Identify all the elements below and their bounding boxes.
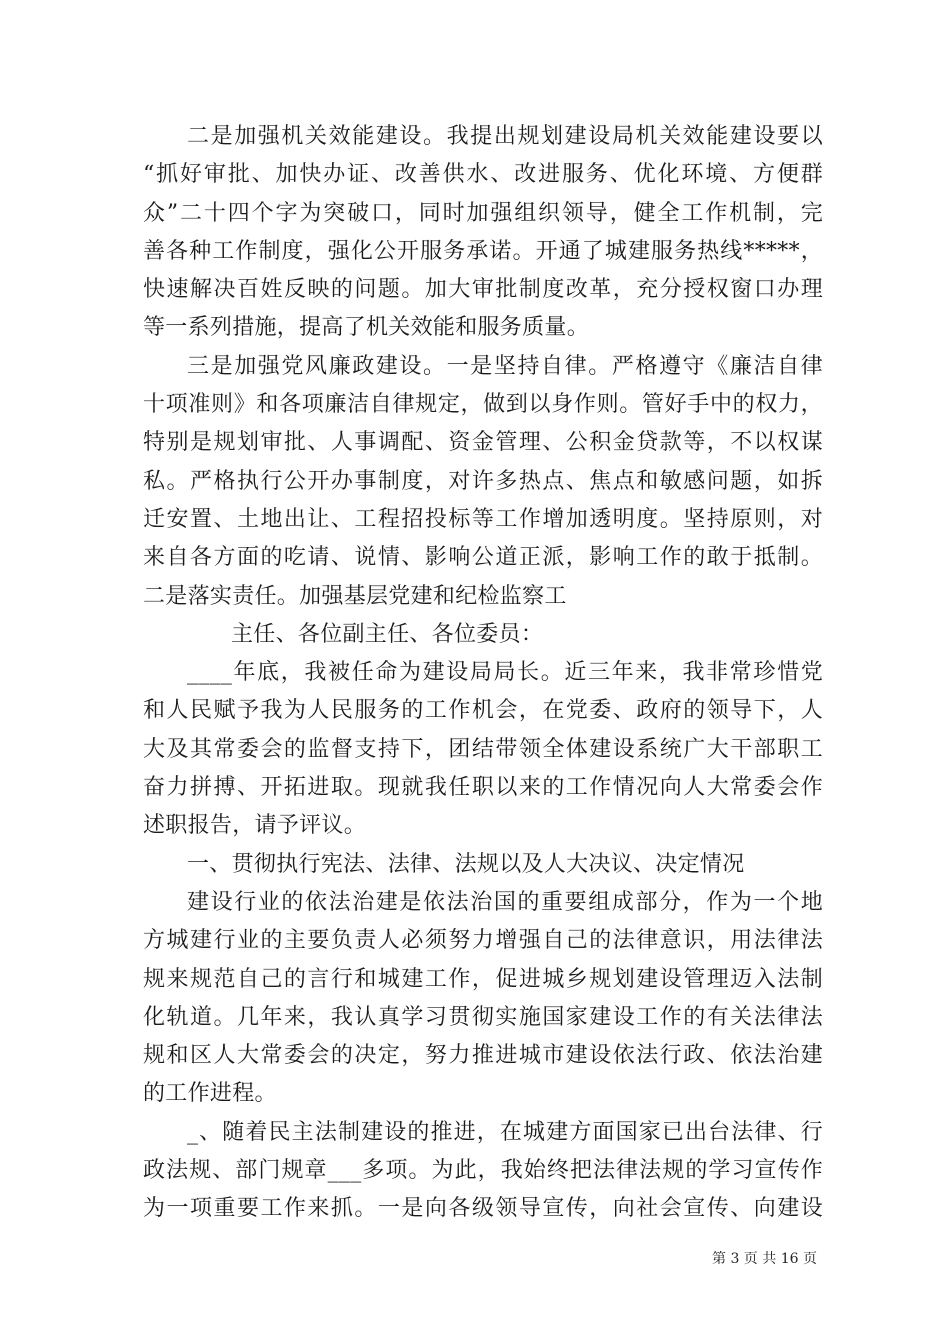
- text-line: 迁安置、土地出让、工程招投标等工作增加透明度。坚持原则，对: [143, 506, 823, 532]
- text-line: 主任、各位副主任、各位委员：: [231, 621, 544, 647]
- text-line: 奋力拼搏、开拓进取。现就我任职以来的工作情况向人大常委会作: [143, 775, 823, 801]
- text-line: 规来规范自己的言行和城建工作，促进城乡规划建设管理迈入法制: [143, 966, 823, 992]
- text-line: 建设行业的依法治建是依法治国的重要组成部分，作为一个地: [187, 889, 823, 915]
- text-line: 来自各方面的吃请、说情、影响公道正派，影响工作的敢于抵制。: [143, 545, 823, 571]
- text-line: 二是加强机关效能建设。我提出规划建设局机关效能建设要以: [187, 124, 823, 149]
- text-line: 述职报告，请予评议。: [143, 813, 367, 839]
- text-line: 政法规、部门规章___多项。为此，我始终把法律法规的学习宣传作: [143, 1158, 823, 1184]
- page-number: 第 3 页 共 16 页: [712, 1251, 817, 1267]
- text-line: 和人民赋予我为人民服务的工作机会，在党委、政府的领导下，人: [143, 698, 823, 724]
- text-line: 善各种工作制度，强化公开服务承诺。开通了城建服务热线*****，: [143, 238, 823, 264]
- text-line: 化轨道。几年来，我认真学习贯彻实施国家建设工作的有关法律法: [143, 1004, 823, 1030]
- text-line: 大及其常委会的监督支持下，团结带领全体建设系统广大干部职工: [143, 736, 823, 762]
- text-line: 私。严格执行公开办事制度，对许多热点、焦点和敏感问题，如拆: [143, 468, 823, 494]
- text-line: 的工作进程。: [143, 1081, 277, 1107]
- text-line: 二是落实责任。加强基层党建和纪检监察工: [143, 583, 567, 609]
- text-line: 一、贯彻执行宪法、法律、法规以及人大决议、决定情况: [187, 851, 745, 877]
- text-line: 三是加强党风廉政建设。一是坚持自律。严格遵守《廉洁自律: [187, 353, 823, 379]
- document-body: [143, 118, 823, 1229]
- text-line: _、随着民主法制建设的推进，在城建方面国家已出台法律、行: [187, 1119, 823, 1145]
- text-line: “抓好审批、加快办证、改善供水、改进服务、优化环境、方便群: [143, 162, 823, 188]
- text-line: 十项准则》和各项廉洁自律规定，做到以身作则。管好手中的权力，: [143, 392, 823, 418]
- text-line: ____年底，我被任命为建设局局长。近三年来，我非常珍惜党: [187, 660, 823, 686]
- text-line: 规和区人大常委会的决定，努力推进城市建设依法行政、依法治建: [143, 1043, 823, 1069]
- text-line: 众”二十四个字为突破口，同时加强组织领导，健全工作机制，完: [143, 200, 823, 226]
- text-line: 方城建行业的主要负责人必须努力增强自己的法律意识，用法律法: [143, 928, 823, 954]
- text-line: 快速解决百姓反映的问题。加大审批制度改革，充分授权窗口办理: [143, 277, 823, 303]
- text-line: 特别是规划审批、人事调配、资金管理、公积金贷款等，不以权谋: [143, 430, 823, 456]
- text-line: 等一系列措施，提高了机关效能和服务质量。: [143, 315, 590, 341]
- text-line: 为一项重要工作来抓。一是向各级领导宣传，向社会宣传、向建设: [143, 1196, 823, 1222]
